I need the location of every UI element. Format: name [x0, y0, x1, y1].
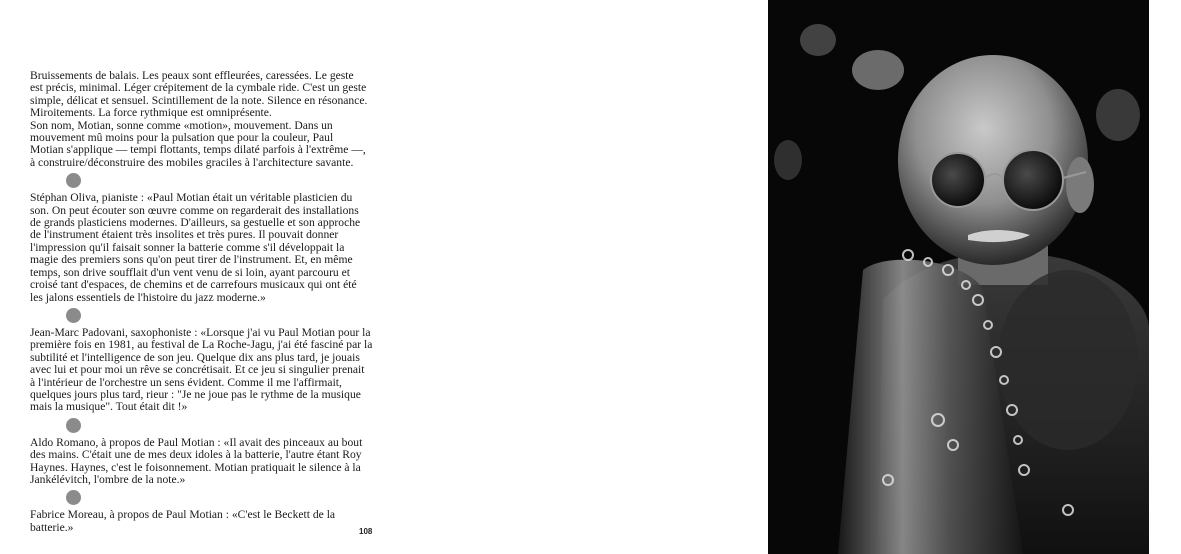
- text-line: Jankélévitch, l'ombre de la note.»: [30, 472, 186, 486]
- text-line: Haynes. Haynes, c'est le foisonnement. Motian pratiquait le silence à la: [30, 460, 361, 474]
- paragraph-quote-padovani: [30, 327, 375, 414]
- text-line: temps, son drive soufflait d'un vent venu de si loin, ayant parcouru et: [30, 265, 350, 279]
- text-line: mouvement mû moins pour la pulsation que pour la couleur, Paul: [30, 131, 334, 145]
- text-line: croisé tant d'espaces, de chemins et de carrefours musicaux qui ont été: [30, 278, 357, 292]
- paragraph-quote-oliva: [30, 192, 375, 304]
- paragraph-intro: [30, 70, 375, 169]
- portrait-illustration: [768, 0, 1149, 554]
- ear: [1066, 157, 1094, 213]
- page-number: 108: [359, 527, 373, 536]
- separator-dot: [66, 418, 81, 433]
- text-column: [30, 70, 375, 534]
- text-line: Son nom, Motian, sonne comme «motion», mouvement. Dans un: [30, 118, 333, 132]
- text-line: simple, délicat et sensuel. Scintillement de la note. Silence en résonance.: [30, 93, 368, 107]
- text-line: son. On peut écouter son œuvre comme on regarderait des installations: [30, 203, 359, 217]
- drummer-photo: [768, 0, 1149, 554]
- separator-dot: [66, 173, 81, 188]
- text-line: Bruissements de balais. Les peaux sont effleurées, caressées. Le geste: [30, 69, 354, 82]
- text-line: Jean-Marc Padovani, saxophoniste : «Lorsque j'ai vu Paul Motian pour la: [30, 325, 371, 339]
- drum-blur: [998, 270, 1138, 450]
- text-line: Miroitements. La force rythmique est omniprésente.: [30, 106, 272, 120]
- text-line: de l'instrument étaient très insolites et très pures. Il pouvait donner: [30, 228, 339, 242]
- text-line: des mains. C'était une de mes deux idoles à la batterie, l'autre étant Roy: [30, 448, 362, 462]
- text-line: Motian s'applique — tempi flottants, temps dilaté parfois à l'extrême —,: [30, 143, 366, 157]
- text-line: Fabrice Moreau, à propos de Paul Motian : «C'est le Beckett de la: [30, 508, 336, 522]
- text-line: est précis, minimal. Léger crépitement de la cymbale ride. C'est un geste: [30, 81, 367, 95]
- text-line: à l'intérieur de l'orchestre un sens évident. Comme il me l'affirmait,: [30, 375, 342, 389]
- text-line: quelques jours plus tard, rieur : "Je ne joue pas le rythme de la musique: [30, 387, 361, 401]
- text-line: première fois en 1981, au festival de La Roche-Jagu, j'ai été fasciné par la: [30, 338, 373, 352]
- text-line: les jalons essentiels de l'histoire du jazz moderne.»: [30, 290, 266, 304]
- text-line: à construire/déconstruire des mobiles graciles à l'architecture savante.: [30, 155, 354, 169]
- paragraph-quote-moreau: [30, 509, 375, 534]
- text-line: avec lui et pour moi un rêve se concrétisait. Et ce jeu si singulier prenait: [30, 363, 365, 377]
- text-line: l'impression qu'il faisait sonner la batterie comme s'il développait la: [30, 240, 345, 254]
- text-line: mais la musique". Tout était dit !»: [30, 400, 188, 414]
- text-line: magie des premiers sons qu'on peut tirer de l'instrument. Et, en même: [30, 253, 353, 267]
- text-line: subtilité et l'intelligence de son jeu. Quelque dix ans plus tard, je jouais: [30, 350, 360, 364]
- separator-dot: [66, 490, 81, 505]
- text-line: de grands plasticiens modernes. D'ailleurs, sa gestuelle et son approche: [30, 216, 361, 230]
- text-line: Aldo Romano, à propos de Paul Motian : «Il avait des pinceaux au bout: [30, 435, 363, 449]
- paragraph-quote-romano: [30, 437, 375, 487]
- separator-dot: [66, 308, 81, 323]
- text-line: Stéphan Oliva, pianiste : «Paul Motian était un véritable plasticien du: [30, 191, 353, 205]
- text-line: batterie.»: [30, 520, 74, 534]
